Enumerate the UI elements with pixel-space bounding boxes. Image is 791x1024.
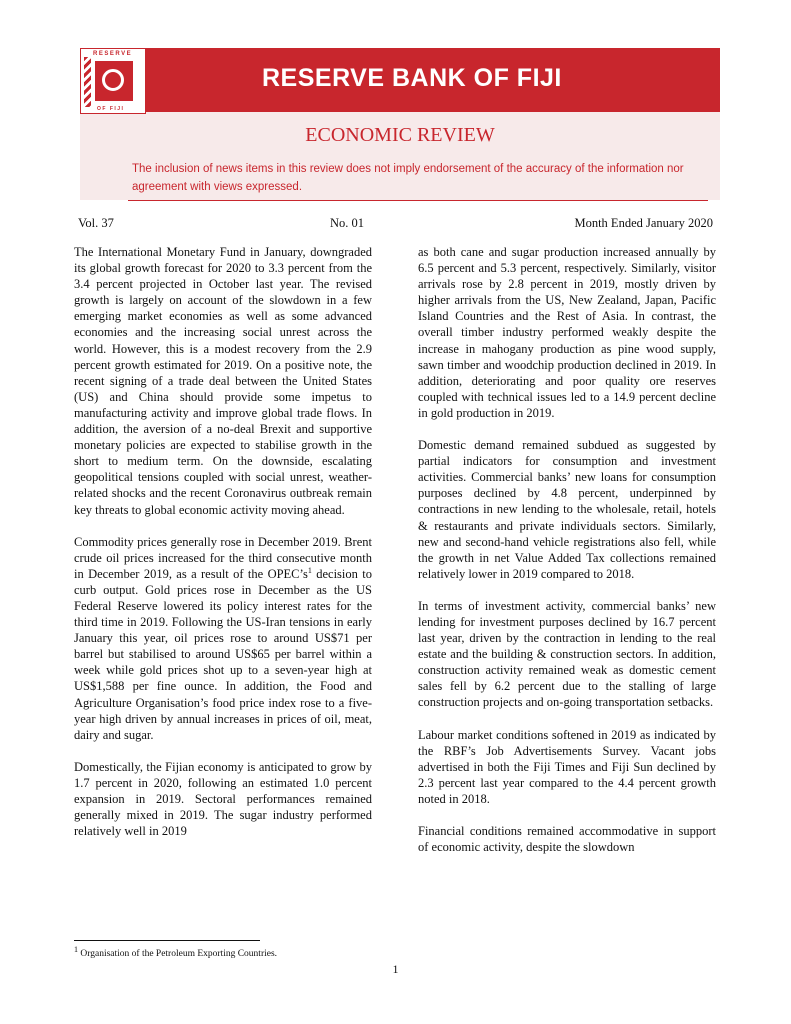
paragraph-labour-market: Labour market conditions softened in 2019 as indicated by the RBF’s Job Advertisements Survey. Vacant jobs advertised in both the Fiji Times and Fiji Sun declined by 2.3 percent last year compared to the 4.4 percent growth noted in 2018. — [418, 727, 716, 806]
logo-emblem — [95, 61, 133, 101]
issue-month: Month Ended January 2020 — [574, 216, 713, 230]
review-title: ECONOMIC REVIEW — [305, 124, 495, 146]
header-divider — [128, 200, 708, 201]
logo-top-text: RESERVE — [93, 51, 133, 57]
logo-pattern — [84, 57, 91, 107]
logo-bottom-text: OF FIJI — [97, 106, 125, 112]
footnote-text: Organisation of the Petroleum Exporting Countries. — [78, 949, 278, 959]
disclaimer: The inclusion of news items in this review does not imply endorsement of the accuracy of the information nor agreement with views expressed. — [132, 163, 684, 193]
footnote-marker: 1 — [74, 944, 78, 954]
reserve-bank-logo — [80, 48, 146, 114]
logo-circle-icon — [102, 69, 124, 91]
footnote-reference: 1 — [307, 565, 312, 575]
bank-name: RESERVE BANK OF FIJI — [262, 64, 562, 92]
paragraph-financial-conditions: Financial conditions remained accommodative in support of economic activity, despite the slowdown — [418, 824, 716, 855]
issue-number: No. 01 — [330, 216, 365, 230]
paragraph-commodity-prices — [74, 534, 372, 743]
paragraph-investment-activity: In terms of investment activity, commercial banks’ new lending for investment purposes declined by 16.7 percent last year, driven by the contraction in lending to the real estate and the building & construction sectors. In addition, construction activity remained weak as domestic cement sales fell by 6.2 percent due to the stalling of large construction projects and on-going transportation setbacks. — [418, 598, 716, 710]
paragraph-domestic-demand: Domestic demand remained subdued as suggested by partial indicators for consumption and investment activities. Commercial banks’ new loans for consumption purposes declined by 4.8 percent, underpinned by contractions in new lending to the wholesale, retail, hotels & restaurants and private individuals sectors. Similarly, new and second-hand vehicle registrations also fell, while the growth in net Value Added Tax collections remained relatively lower in 2019 compared to 2018. — [418, 438, 716, 581]
right-column — [418, 244, 716, 871]
volume-label: Vol. 37 — [78, 216, 114, 230]
page-number: 1 — [392, 962, 399, 976]
commodity-text-start: Commodity prices generally rose in December 2019. Brent crude oil prices increased for the third consecutive month in December 2019, as a result of the OPEC’s — [74, 534, 372, 581]
paragraph-domestic-outlook: Domestically, the Fijian economy is anticipated to grow by 1.7 percent in 2020, following an estimated 1.0 percent expansion in 2019. Sectoral performances remained generally mixed in 2019. The sugar industry performed relatively well in 2019 — [74, 759, 372, 839]
left-column — [74, 244, 372, 855]
footnote — [74, 944, 278, 959]
paragraph-sectoral-performance: as both cane and sugar production increased annually by 6.5 percent and 5.3 percent, respectively. Similarly, visitor arrivals rose by 2.8 percent in 2019, mostly driven by higher arrivals from the US, New Zealand, Japan, Pacific Island Countries and the Rest of Asia. In contrast, the overall timber industry performed weakly despite the increase in mahogany production as pine wood supply, sawn timber and woodchip production declined in 2019. In addition, deteriorating and poor quality ore reserves coupled with technical issues led to a 14.9 percent decline in gold production in 2019. — [418, 245, 716, 420]
commodity-text-end: decision to curb output. Gold prices rose in December as the US Federal Reserve lowered its policy interest rates for the third time in 2019. Following the US-Iran tensions in early January this year, oil prices rose to around US$71 per barrel but stabilised to around US$65 per barrel within a week while gold prices shot up to a seven-year high at US$1,588 per fine ounce. In addition, the Food and Agriculture Organisation’s food price index rose to a five-year high driven by annual increases in prices of oil, meat, dairy and sugar. — [74, 566, 372, 742]
masthead — [80, 48, 720, 200]
paragraph-global-outlook: The International Monetary Fund in January, downgraded its global growth forecast for 2020 to 3.3 percent from the 3.4 percent projected in October last year. The revised growth is largely on account of the slowdown in a few emerging market economies as well as some advanced economies and the increasing social unrest across the world. However, this is a modest recovery from the 2.9 percent growth estimated for 2019. On a positive note, the recent signing of a trade deal between the United States (US) and China should provide some impetus to manufacturing activity and improve global trade flows. In addition, the aversion of a no-deal Brexit and supportive monetary policies are expected to stabilise growth in the short to medium term. On the downside, escalating geopolitical tensions coupled with social unrest, weather-related shocks and the recent Coronavirus outbreak remain key threats to global economic activity moving ahead. — [74, 245, 372, 517]
footnote-divider — [74, 940, 260, 941]
